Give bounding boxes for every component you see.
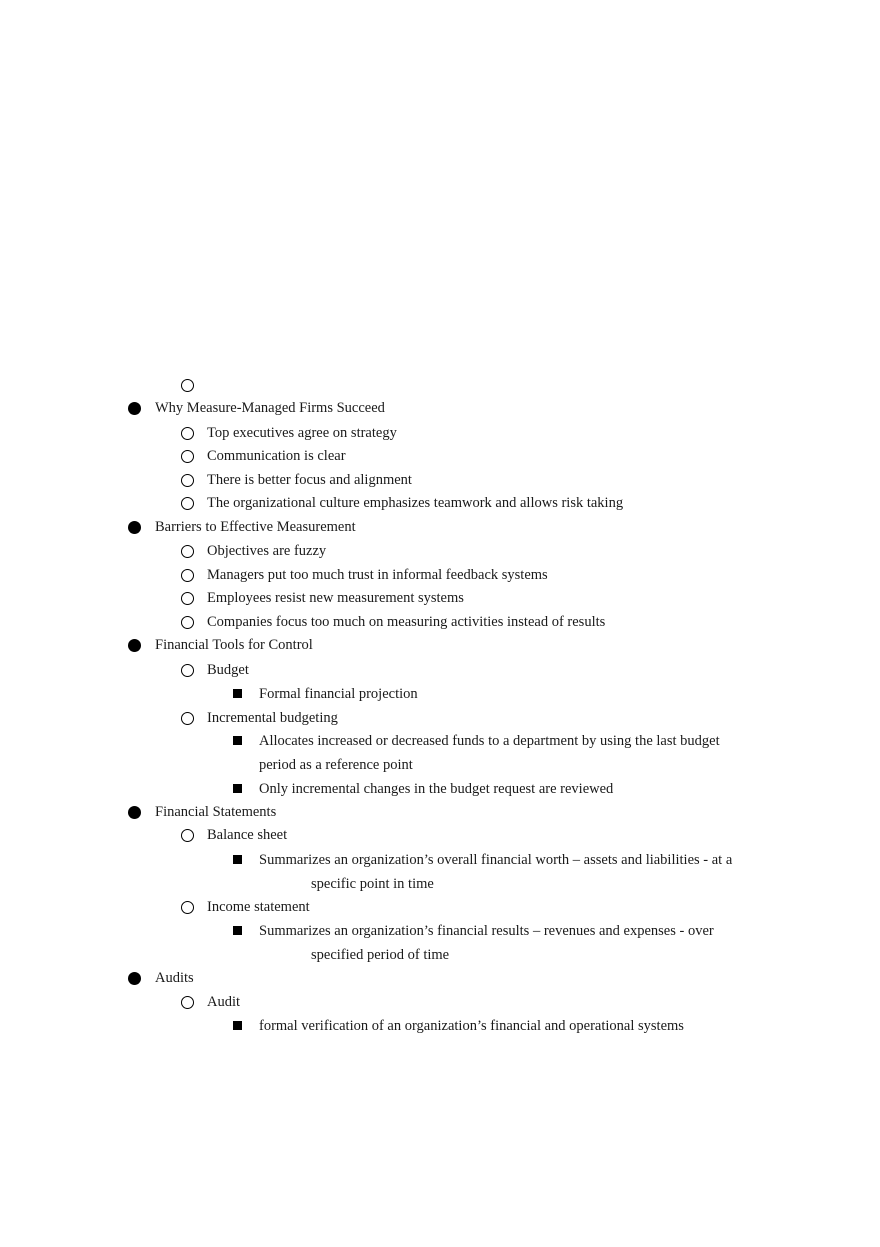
- filled-circle-bullet-icon: [128, 402, 141, 415]
- hollow-circle-bullet-icon: [181, 545, 194, 558]
- heading-text: Why Measure-Managed Firms Succeed: [155, 400, 385, 416]
- sub-list-item: [0, 729, 880, 753]
- list-item: [0, 895, 880, 919]
- sub-list-item: [0, 848, 880, 872]
- item-text: Incremental budgeting: [207, 710, 338, 726]
- heading-text: Financial Tools for Control: [155, 637, 313, 653]
- hollow-circle-bullet-icon: [181, 996, 194, 1009]
- item-text: specific point in time: [311, 876, 434, 892]
- sub-list-item: [0, 1014, 880, 1038]
- square-bullet-icon: [233, 784, 242, 793]
- item-text: The organizational culture emphasizes teamwork and allows risk taking: [207, 495, 624, 511]
- hollow-circle-bullet-icon: [181, 497, 194, 510]
- list-item: [0, 586, 880, 610]
- sub-list-item: [0, 919, 880, 943]
- heading-text: Financial Statements: [155, 804, 277, 820]
- hollow-circle-bullet-icon: [181, 427, 194, 440]
- sub-list-item-continuation: [0, 943, 880, 967]
- list-item: [0, 658, 880, 682]
- list-item: [0, 421, 880, 445]
- item-text: Companies focus too much on measuring activities instead of results: [207, 614, 606, 630]
- item-text: Audit: [207, 994, 241, 1010]
- list-item: [0, 990, 880, 1014]
- item-text: Objectives are fuzzy: [207, 543, 327, 559]
- filled-circle-bullet-icon: [128, 806, 141, 819]
- item-text: There is better focus and alignment: [207, 472, 412, 488]
- heading-text: Audits: [155, 970, 194, 986]
- item-text: period as a reference point: [259, 757, 413, 773]
- item-text: Communication is clear: [207, 448, 346, 464]
- item-text: Summarizes an organization’s overall financial worth – assets and liabilities - at a: [259, 852, 733, 868]
- list-item: [0, 706, 880, 730]
- item-text: Allocates increased or decreased funds to a department by using the last budget: [259, 733, 720, 749]
- hollow-circle-bullet-icon: [181, 379, 194, 392]
- section-heading-why-succeed: [0, 396, 880, 420]
- sub-list-item: [0, 777, 880, 801]
- item-text: specified period of time: [311, 947, 450, 963]
- list-item: [0, 468, 880, 492]
- hollow-circle-bullet-icon: [181, 474, 194, 487]
- item-text: formal verification of an organization’s financial and operational systems: [259, 1018, 684, 1034]
- list-item: [0, 491, 880, 515]
- list-item: [0, 444, 880, 468]
- sub-list-item-continuation: [0, 872, 880, 896]
- list-item: [0, 823, 880, 847]
- square-bullet-icon: [233, 855, 242, 864]
- hollow-circle-bullet-icon: [181, 592, 194, 605]
- hollow-circle-bullet-icon: [181, 616, 194, 629]
- item-text: Employees resist new measurement systems: [207, 590, 464, 606]
- square-bullet-icon: [233, 1021, 242, 1030]
- empty-sub-bullet: [0, 373, 880, 397]
- hollow-circle-bullet-icon: [181, 712, 194, 725]
- filled-circle-bullet-icon: [128, 639, 141, 652]
- section-heading-financial-statements: [0, 800, 880, 824]
- sub-list-item: [0, 682, 880, 706]
- item-text: Formal financial projection: [259, 686, 418, 702]
- filled-circle-bullet-icon: [128, 972, 141, 985]
- hollow-circle-bullet-icon: [181, 901, 194, 914]
- list-item: [0, 610, 880, 634]
- heading-text: Barriers to Effective Measurement: [155, 519, 356, 535]
- item-text: Budget: [207, 662, 249, 678]
- square-bullet-icon: [233, 736, 242, 745]
- item-text: Managers put too much trust in informal feedback systems: [207, 567, 548, 583]
- section-heading-audits: [0, 966, 880, 990]
- item-text: Income statement: [207, 899, 310, 915]
- item-text: Balance sheet: [207, 827, 288, 843]
- square-bullet-icon: [233, 689, 242, 698]
- hollow-circle-bullet-icon: [181, 664, 194, 677]
- list-item: [0, 563, 880, 587]
- section-heading-financial-tools: [0, 633, 880, 657]
- hollow-circle-bullet-icon: [181, 569, 194, 582]
- list-item: [0, 539, 880, 563]
- square-bullet-icon: [233, 926, 242, 935]
- item-text: Top executives agree on strategy: [207, 425, 397, 441]
- item-text: Summarizes an organization’s financial results – revenues and expenses - over: [259, 923, 714, 939]
- hollow-circle-bullet-icon: [181, 829, 194, 842]
- hollow-circle-bullet-icon: [181, 450, 194, 463]
- sub-list-item-continuation: [0, 753, 880, 777]
- filled-circle-bullet-icon: [128, 521, 141, 534]
- item-text: Only incremental changes in the budget request are reviewed: [259, 781, 614, 797]
- section-heading-barriers: [0, 515, 880, 539]
